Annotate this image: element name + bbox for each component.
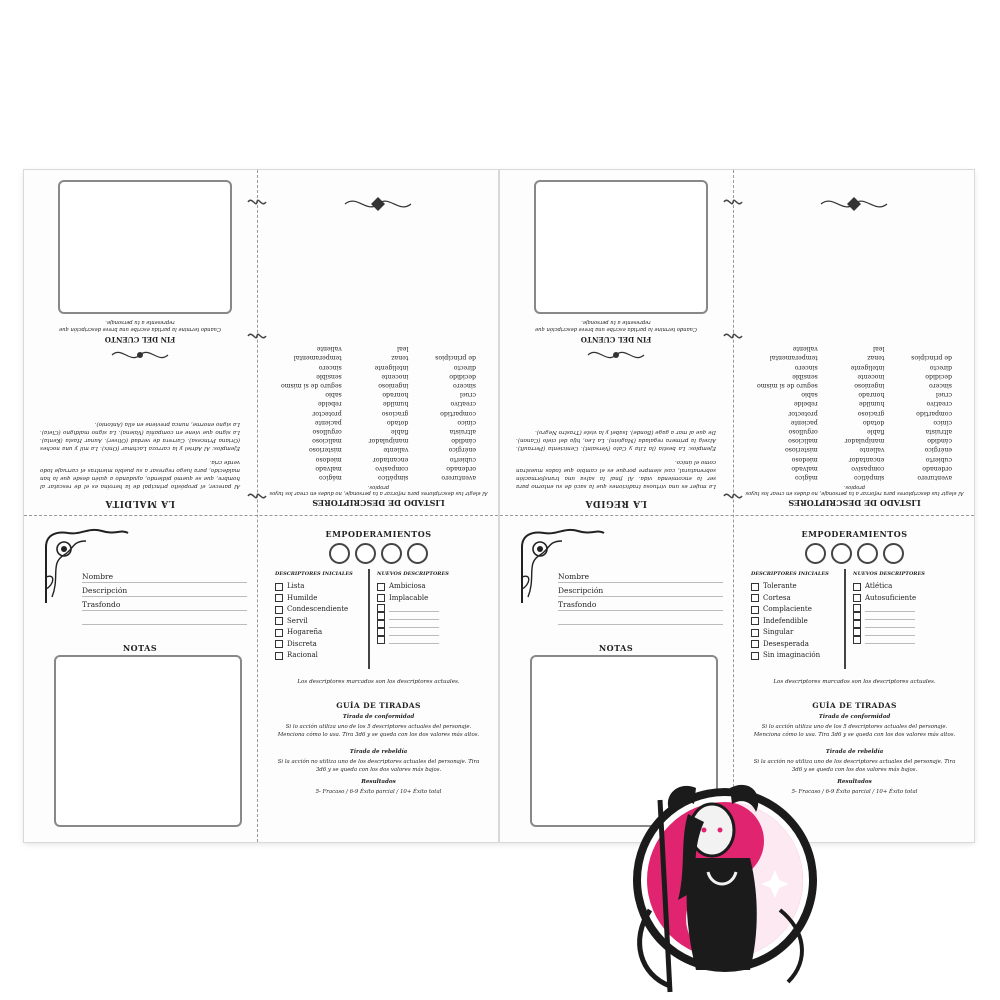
new-descriptors-list [853,581,916,644]
notes-title: NOTAS [122,643,158,653]
story-paragraph: Ejemplos: La bestia (la Lita y Cato (Versaint). Cenicienta (Perrault). Alzeig la primera regalada (Magisin). La Leo, hija del cielo (Canon). De que al mar a gage (Bonde). Isabel y la viste (Trastro Negro). [516,429,716,451]
background-field[interactable]: Trasfondo [558,599,723,611]
descriptor-word: gracioso [381,409,409,417]
descriptor-checkbox-row[interactable] [853,612,916,620]
scissor-mark-icon [246,330,268,342]
descriptor-word: aventurero [917,474,952,481]
checkbox[interactable] [377,628,385,636]
descriptor-label: Sin imaginación [763,651,821,659]
listing-column [435,344,476,482]
horned-warrior-logo-icon [600,760,835,995]
descriptor-label: Indefendible [763,616,808,625]
descriptor-word: leal [397,345,409,353]
descriptor-word: humilde [382,400,409,408]
blank-line [865,613,915,620]
results-heading: Resultados [361,779,396,785]
descriptor-word: altruista [449,427,476,435]
descriptor-word: ordenado [922,464,952,472]
extra-line[interactable] [558,613,723,625]
checkbox[interactable] [377,612,385,620]
initial-descriptors-header: DESCRIPTORES INICIALES [275,571,353,577]
descriptor-checkbox-row[interactable] [751,604,820,616]
checkbox[interactable] [275,629,283,637]
rebellion-roll-heading: Tirada de rebeldía [349,749,408,755]
blank-line [389,629,439,636]
descriptor-word: valiente [792,345,818,353]
name-field[interactable]: Nombre [82,571,247,583]
descriptor-word: malicioso [312,437,342,445]
new-descriptors-header: NUEVOS DESCRIPTORES [377,571,449,577]
descriptor-checkbox-row[interactable] [377,612,439,620]
empowerment-circle[interactable] [883,543,904,564]
checkbox[interactable] [275,652,283,660]
scissor-mark-icon [722,490,744,502]
descriptor-word: altruista [925,427,952,435]
descriptor-word: manipulador [844,437,885,445]
empowerment-circle[interactable] [381,543,402,564]
descriptor-word: paciente [314,418,342,426]
blank-line [389,637,439,644]
descriptor-word: misterioso [785,446,818,454]
descriptor-checkbox-row[interactable] [853,636,916,644]
flourish-icon [586,346,646,364]
descriptor-label: Complaciente [763,605,812,613]
descriptor-label: Atlética [865,582,893,590]
booklet-page [500,170,974,842]
descriptor-checkbox-row[interactable] [853,593,916,605]
story-text [40,414,240,490]
flourish-icon [110,346,170,364]
empowerments-panel [259,517,498,842]
scissor-mark-icon [246,490,268,502]
story-panel [24,170,256,514]
descriptor-word: simpático [854,474,885,481]
descriptor-word: seguro de sí mismo [757,381,818,389]
descriptor-word: ingenioso [854,381,885,389]
new-descriptors-header: NUEVOS DESCRIPTORES [853,571,925,577]
descriptor-word: cínico [933,418,952,426]
listing-title: LISTADO DE DESCRIPTORES [788,498,921,508]
descriptor-word: cándido [451,437,476,445]
descriptor-label: Implacable [389,593,429,602]
descriptor-checkbox-row[interactable] [377,593,439,605]
descriptor-word: dotado [386,418,409,426]
checkbox[interactable] [275,640,283,648]
descriptor-label: Discreta [287,639,317,648]
descriptor-word: compartido [440,409,476,417]
descriptor-word: fiable [866,427,885,435]
descriptor-word: sincero [794,363,818,371]
story-paragraph: Ejemplos: Al Adriel y la carroza Lachmar (Onix). La mil y una noches (Oriana Princesa). Carrera de verdad (Oliver). Aunar Hasta (Kenta). La signo que viene en compañía (Vaiena). La signo maldigno (Cleia). La signo enorme, nunca previene en ella (Antonio). [40,421,240,451]
descriptor-word: protector [312,409,342,417]
descriptor-label: Autosuficiente [865,593,917,602]
descriptor-word: inteligente [374,363,409,371]
descriptor-word: orgulloso [312,427,342,435]
descriptor-label: Desesperada [763,639,809,648]
portrait-frame[interactable] [534,180,708,314]
descriptor-checkbox-row[interactable] [377,636,439,644]
checkbox[interactable] [275,606,283,614]
descriptor-word: decidido [925,372,952,380]
checkbox[interactable] [853,620,861,628]
descriptor-word: dotado [862,418,885,426]
cut-line-vertical [257,170,258,842]
blank-line [389,613,439,620]
listing-column [757,344,818,482]
initial-descriptors-header: DESCRIPTORES INICIALES [751,571,829,577]
descriptor-word: compartido [916,409,952,417]
blank-line [389,605,439,612]
descriptor-checkbox-row[interactable] [275,604,348,616]
character-panel [24,517,256,842]
descriptor-word: temperamental [293,354,342,362]
descriptor-checkbox-row[interactable] [853,604,916,612]
checkbox[interactable] [377,583,385,591]
descriptor-word: encantador [848,455,885,463]
descriptor-word: seguro de sí mismo [281,381,342,389]
description-field[interactable]: Descripción [558,585,723,597]
descriptor-label: Humilde [287,593,318,602]
descriptor-word: rebelde [793,400,818,408]
descriptor-checkbox-row[interactable] [853,628,916,636]
descriptor-word: de principios [911,354,952,362]
descriptor-word: humilde [858,400,885,408]
notes-title: NOTAS [598,643,634,653]
listing-column [369,344,409,482]
descriptor-word: sabio [325,391,342,399]
checkbox[interactable] [275,617,283,625]
descriptor-word: compasivo [851,464,885,472]
descriptor-checkbox-row[interactable] [751,581,820,593]
descriptor-word: enérgico [448,446,476,454]
empowerment-circle[interactable] [805,543,826,564]
descriptor-word: cruel [459,391,476,399]
checkbox[interactable] [751,617,759,625]
descriptor-word: inocente [857,372,885,380]
descriptor-word: tenaz [867,354,885,362]
listing-column [281,344,342,482]
column-divider [368,569,370,669]
new-descriptors-list [377,581,439,644]
checkbox[interactable] [275,594,283,602]
conformity-roll-text: Si lo acción utiliza uno de los 5 descriptores actuales del personaje. Menciona cómo lo usa. Tira 3d6 y se queda con los dos valores más altos. [753,724,956,738]
descriptor-word: miedoso [315,455,342,463]
descriptor-word: cubierto [925,455,952,463]
descriptor-word: sensible [792,372,818,380]
descriptor-word: mágico [319,474,342,481]
empowerment-circle[interactable] [329,543,350,564]
listing-subtitle: Al elegir tus descriptores para reforzar a tu personaje, no dudes en crear los tuyos propios. [269,484,488,496]
descriptor-word: valiente [383,446,409,454]
descriptor-word: de principios [435,354,476,362]
scissor-mark-icon [722,196,744,208]
descriptor-checkbox-row[interactable] [275,581,348,593]
results-text: 5- Fracaso / 6-9 Éxito parcial / 10+ Éxito total [791,789,918,795]
descriptor-word: encantador [372,455,409,463]
descriptor-word: honrado [858,391,885,399]
listing-columns [757,344,952,482]
blank-line [865,621,915,628]
description-field[interactable]: Descripción [82,585,247,597]
descriptor-checkbox-row[interactable] [275,650,348,662]
empowerments-title: EMPODERAMIENTOS [801,529,908,539]
descriptor-checkbox-row[interactable] [751,593,820,605]
conformity-roll-heading: Tirada de conformidad [818,714,891,720]
descriptor-label: Condescendiente [287,605,349,613]
conformity-roll-heading: Tirada de conformidad [342,714,415,720]
cut-line-horizontal [24,515,498,516]
initial-descriptors-list [751,581,820,662]
empowerment-circle[interactable] [857,543,878,564]
descriptor-word: protector [788,409,818,417]
descriptor-word: simpático [378,474,409,481]
descriptor-checkbox-row[interactable] [377,581,439,593]
story-paragraph: Al parecer, el propósito principal de la heroína es el de rescatar al hombre, que se quemó pidiendo, ayudando a quién desde que la han maldecido, para luego regresar a su pueblo mientras el carruaje todo verde cría. [40,459,240,489]
descriptor-word: orgulloso [788,427,818,435]
portrait-frame[interactable] [58,180,232,314]
checkbox[interactable] [751,629,759,637]
descriptor-checkbox-row[interactable] [751,650,820,662]
descriptor-checkbox-row[interactable] [275,639,348,651]
checkbox[interactable] [751,583,759,591]
descriptor-word: sincero [318,363,342,371]
empowerment-circle[interactable] [407,543,428,564]
empowerment-tracker [735,543,974,564]
descriptor-word: sincero [453,381,476,389]
story-panel [500,170,732,514]
descriptor-word: inteligente [850,363,885,371]
initial-descriptors-list [275,581,348,662]
roll-guide-title: GUÍA DE TIRADAS [336,701,421,710]
descriptor-word: malicioso [788,437,818,445]
checkbox[interactable] [377,636,385,644]
blank-line [389,621,439,628]
descriptor-checkbox-row[interactable] [853,581,916,593]
descriptor-word: compasivo [375,464,409,472]
descriptor-label: Singular [763,628,794,636]
descriptor-word: creativo [926,400,952,408]
descriptor-word: ordenado [446,464,476,472]
descriptor-word: gracioso [857,409,885,417]
results-heading: Resultados [837,779,872,785]
listing-column [911,344,952,482]
descriptor-checkbox-row[interactable] [751,639,820,651]
conformity-roll-text: Si lo acción utiliza uno de los 5 descriptores actuales del personaje. Menciona cómo lo usa. Tira 3d6 y se queda con los dos valores más altos. [277,724,480,738]
descriptor-listing-panel [259,170,498,514]
scissor-mark-icon [246,196,268,208]
descriptor-word: malvado [315,464,342,472]
descriptor-checkbox-row[interactable] [377,604,439,612]
scissor-mark-icon [722,330,744,342]
checkbox[interactable] [275,583,283,591]
descriptor-label: Tolerante [763,582,797,590]
fin-note: Cuando termine la partida escribe una breve descripción que represente a tu personaje. [59,319,221,332]
descriptor-word: directo [453,363,476,371]
checkbox[interactable] [751,606,759,614]
descriptor-word: rebelde [317,400,342,408]
notes-box[interactable] [54,655,242,827]
flourish-icon [820,194,890,214]
column-divider [844,569,846,669]
descriptor-word: inocente [381,372,409,380]
descriptor-checkbox-row[interactable] [275,593,348,605]
descriptor-word: tenaz [391,354,409,362]
booklet-page [24,170,498,842]
marked-note: Los descriptores marcados son los descriptores actuales. [297,679,460,685]
story-text [516,422,716,490]
background-field[interactable]: Trasfondo [82,599,247,611]
fin-note: Cuando termine la partida escribe una breve descripción que represente a tu personaje. [535,319,697,332]
story-paragraph: La mujer es una virtuosa tradiciones que la sacó de su entorno para ser la encomienda vida. Al final la salva una transformación sobrenatural, casi siempre porque es el cambio que todos muestran como el único. [516,459,716,489]
descriptor-word: valiente [316,345,342,353]
open-booklet [24,170,974,842]
descriptor-checkbox-row[interactable] [751,616,820,628]
rebellion-roll-text: Si la acción no utiliza uno de los descriptores actuales del personaje. Tira 3d6 y se queda con los dos valores más bajos. [753,759,956,773]
descriptor-word: cruel [935,391,952,399]
empowerment-circle[interactable] [831,543,852,564]
extra-line[interactable] [82,613,247,625]
descriptor-label: Racional [287,651,318,659]
descriptor-word: cínico [457,418,476,426]
empowerment-circle[interactable] [355,543,376,564]
checkbox[interactable] [377,604,385,612]
descriptor-checkbox-row[interactable] [377,620,439,628]
descriptor-label: Lista [287,582,305,590]
checkbox[interactable] [751,594,759,602]
descriptor-word: sensible [316,372,342,380]
descriptor-checkbox-row[interactable] [377,628,439,636]
blank-line [865,605,915,612]
descriptor-word: valiente [859,446,885,454]
descriptor-checkbox-row[interactable] [275,616,348,628]
results-text: 5- Fracaso / 6-9 Éxito parcial / 10+ Éxito total [315,789,442,795]
listing-subtitle: Al elegir tus descriptores para reforzar a tu personaje, no dudes en crear los tuyos propios. [745,484,964,496]
empowerment-tracker [259,543,498,564]
descriptor-label: Servil [287,616,308,625]
descriptor-word: cubierto [449,455,476,463]
empowerments-title: EMPODERAMIENTOS [325,529,432,539]
flourish-icon [344,194,414,214]
blank-line [865,637,915,644]
marked-note: Los descriptores marcados son los descriptores actuales. [773,679,936,685]
story-title: LA MALDITA [105,498,175,508]
rebellion-roll-text: Si la acción no utiliza uno de los descriptores actuales del personaje. Tira 3d6 y se queda con los dos valores más bajos. [277,759,480,773]
descriptor-label: Cortesa [763,593,791,602]
descriptor-word: manipulador [368,437,409,445]
descriptor-word: sabio [801,391,818,399]
descriptor-word: miedoso [791,455,818,463]
cut-line-vertical [733,170,734,842]
descriptor-word: misterioso [309,446,342,454]
checkbox[interactable] [377,620,385,628]
descriptor-word: creativo [450,400,476,408]
character-fields [82,571,247,627]
descriptor-checkbox-row[interactable] [751,627,820,639]
descriptor-word: temperamental [769,354,818,362]
descriptor-label: Ambiciosa [389,582,426,590]
descriptor-word: aventurero [441,474,476,481]
checkbox[interactable] [853,594,861,602]
rebellion-roll-heading: Tirada de rebeldía [825,749,884,755]
descriptor-word: cándido [927,437,952,445]
descriptor-word: sincero [929,381,952,389]
descriptor-word: paciente [790,418,818,426]
checkbox[interactable] [853,583,861,591]
descriptor-word: ingenioso [378,381,409,389]
name-field[interactable]: Nombre [558,571,723,583]
cut-line-horizontal [500,515,974,516]
descriptor-word: malvado [791,464,818,472]
checkbox[interactable] [853,636,861,644]
checkbox[interactable] [377,594,385,602]
character-fields [558,571,723,627]
checkbox[interactable] [751,652,759,660]
checkbox[interactable] [751,640,759,648]
descriptor-word: honrado [382,391,409,399]
listing-column [845,344,885,482]
fin-label: FIN DEL CUENTO [104,335,176,344]
descriptor-label: Hogareña [287,628,323,636]
listing-title: LISTADO DE DESCRIPTORES [312,498,445,508]
descriptor-checkbox-row[interactable] [275,627,348,639]
listing-columns [281,344,476,482]
roll-guide-title: GUÍA DE TIRADAS [812,701,897,710]
blank-line [865,629,915,636]
checkbox[interactable] [853,604,861,612]
checkbox[interactable] [853,612,861,620]
descriptor-checkbox-row[interactable] [853,620,916,628]
descriptor-word: fiable [390,427,409,435]
descriptor-word: decidido [449,372,476,380]
story-title: LA REGIDA [585,498,647,508]
descriptor-word: enérgico [924,446,952,454]
descriptor-word: directo [929,363,952,371]
descriptor-word: mágico [795,474,818,481]
descriptor-listing-panel [735,170,974,514]
fin-label: FIN DEL CUENTO [580,335,652,344]
checkbox[interactable] [853,628,861,636]
descriptor-word: leal [873,345,885,353]
